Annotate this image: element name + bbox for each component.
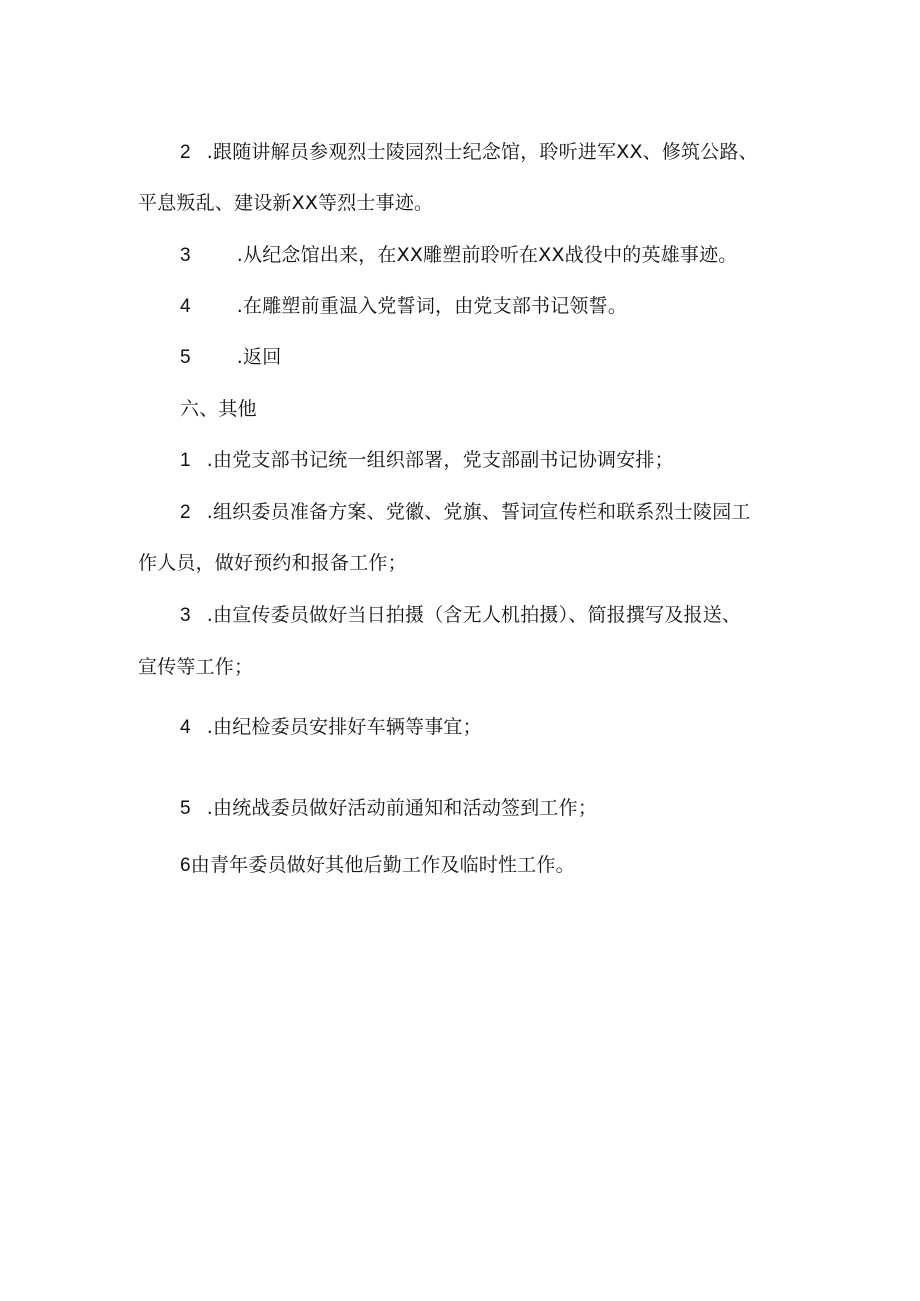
paragraph-text: 由青年委员做好其他后勤工作及临时性工作。 bbox=[190, 854, 575, 876]
section-heading bbox=[180, 397, 257, 421]
list-number: 1 bbox=[180, 450, 191, 471]
paragraph-line bbox=[180, 500, 751, 525]
paragraph-text: .组织委员准备方案、党徽、党旗、誓词宣传栏和联系烈士陵园工 bbox=[206, 501, 751, 523]
paragraph-line bbox=[138, 191, 433, 215]
paragraph-text: .在雕塑前重温入党誓词，由党支部书记领誓。 bbox=[236, 295, 628, 317]
paragraph-line bbox=[138, 655, 253, 679]
paragraph-text: 作人员，做好预约和报备工作； bbox=[138, 552, 407, 574]
paragraph-text: .由宣传委员做好当日拍摄（含无人机拍摄）、简报撰写及报送、 bbox=[206, 604, 742, 626]
paragraph-line bbox=[180, 796, 597, 821]
list-number: 2 bbox=[180, 502, 191, 523]
list-number: 4 bbox=[180, 296, 191, 317]
list-number: 5 bbox=[180, 347, 191, 368]
list-number: 4 bbox=[180, 717, 191, 738]
paragraph-text: .跟随讲解员参观烈士陵园烈士纪念馆，聆听进军XX、修筑公路、 bbox=[206, 141, 758, 163]
paragraph-line bbox=[180, 715, 482, 740]
paragraph-line bbox=[180, 448, 674, 473]
paragraph-text: .返回 bbox=[236, 346, 282, 368]
paragraph-line bbox=[180, 140, 758, 165]
paragraph-text: 平息叛乱、建设新XX等烈士事迹。 bbox=[138, 192, 434, 214]
paragraph-line bbox=[180, 345, 281, 370]
paragraph-text: .由统战委员做好活动前通知和活动签到工作； bbox=[206, 797, 598, 819]
list-number: 6 bbox=[180, 855, 191, 876]
paragraph-line bbox=[138, 551, 407, 575]
paragraph-line bbox=[180, 294, 627, 319]
paragraph-line bbox=[180, 603, 741, 628]
paragraph-text: .从纪念馆出来，在XX雕塑前聆听在XX战役中的英雄事迹。 bbox=[236, 244, 738, 266]
paragraph-text: .由党支部书记统一组织部署，党支部副书记协调安排； bbox=[206, 449, 674, 471]
paragraph-text: 宣传等工作； bbox=[138, 656, 254, 678]
paragraph-text: .由纪检委员安排好车辆等事宜； bbox=[206, 716, 482, 738]
list-number: 2 bbox=[180, 142, 191, 163]
list-number: 5 bbox=[180, 798, 191, 819]
paragraph-line bbox=[180, 243, 738, 268]
list-number: 3 bbox=[180, 245, 191, 266]
list-number: 3 bbox=[180, 605, 191, 626]
section-heading-text: 六、其他 bbox=[180, 398, 257, 420]
paragraph-line bbox=[180, 853, 575, 878]
